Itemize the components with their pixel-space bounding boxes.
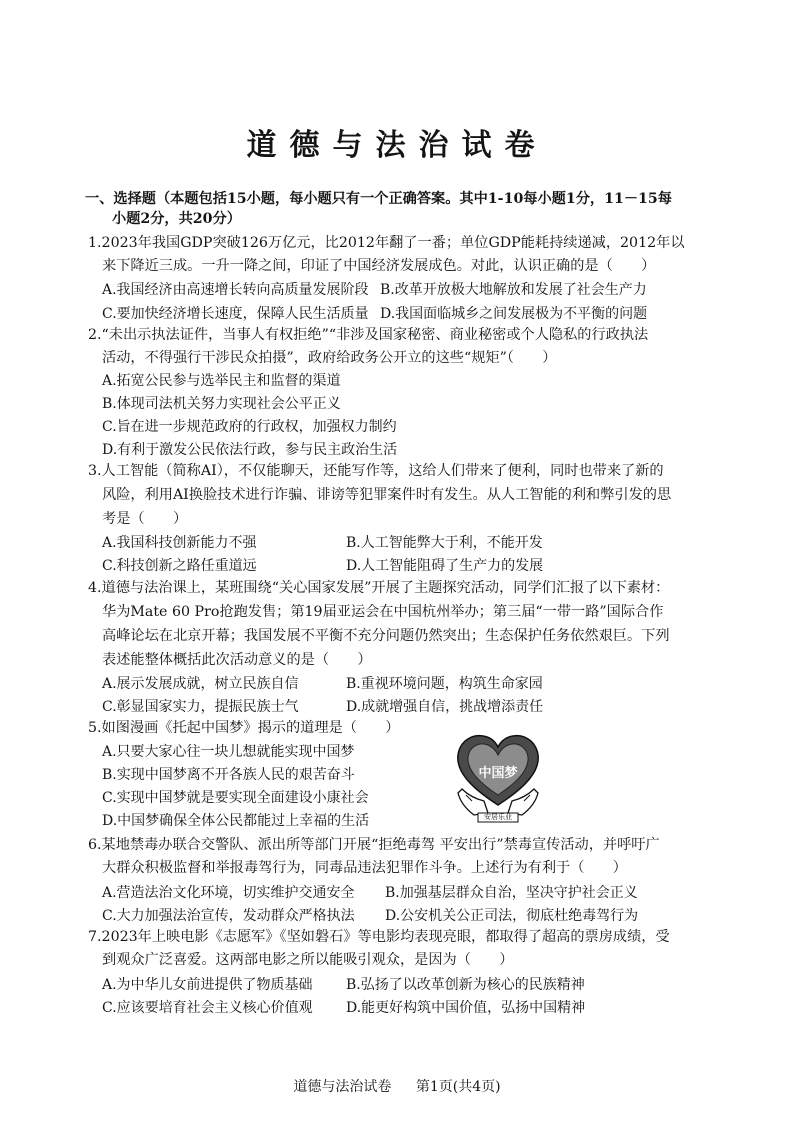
option-b: B.改革开放极大地解放和发展了社会生产力 — [380, 282, 647, 298]
banner-label: 安居乐业 — [484, 813, 512, 821]
question-stem-line: 活动，不得强行干涉民众拍摄”，政府给政务公开立的这些“规矩”（ ） — [102, 350, 557, 366]
option-b: B.实现中国梦离不开各族人民的艰苦奋斗 — [102, 767, 355, 783]
question-stem-line: 6.某地禁毒办联合交警队、派出所等部门开展“拒绝毒驾 平安出行”禁毒宣传活动，并呼吁广 — [88, 837, 660, 853]
option-c: C.要加快经济增长速度，保障人民生活质量 — [102, 306, 369, 322]
section-header-cont: 小题2分，共20分） — [112, 211, 241, 227]
option-b: B.重视环境问题，构筑生命家园 — [346, 676, 543, 692]
option-a: A.我国科技创新能力不强 — [102, 535, 257, 551]
question-stem-line: 7.2023年上映电影《志愿军》《坚如磐石》等电影均表现亮眼，都取得了超高的票房成绩，受 — [88, 929, 670, 945]
option-d: D.有利于激发公民依法行政，参与民主政治生活 — [102, 442, 398, 458]
option-a: A.我国经济由高速增长转向高质量发展阶段 — [102, 282, 369, 298]
page-footer — [0, 1076, 794, 1096]
option-a: A.展示发展成就，树立民族自信 — [102, 676, 299, 692]
question-stem-line: 2.“未出示执法证件，当事人有权拒绝”“非涉及国家秘密、商业秘密或个人隐私的行政执法 — [88, 327, 649, 343]
question-stem-line: 大群众积极监督和举报毒驾行为，同毒品违法犯罪作斗争。上述行为有利于（ ） — [102, 860, 627, 876]
question-stem-line: 1.2023年我国GDP突破126万亿元，比2012年翻了一番；单位GDP能耗持续递减，2012年以 — [88, 235, 685, 251]
option-a: A.只要大家心往一块儿想就能实现中国梦 — [102, 744, 355, 760]
option-c: C.旨在进一步规范政府的行政权，加强权力制约 — [102, 419, 397, 435]
option-c: C.实现中国梦就是要实现全面建设小康社会 — [102, 790, 369, 806]
option-c: C.大力加强法治宣传，发动群众严格执法 — [102, 908, 355, 924]
section-header: 一、选择题（本题包括15小题，每小题只有一个正确答案。其中1-10每小题1分，11－15每 — [85, 191, 672, 207]
question-stem-line: 3.人工智能（简称AI），不仅能聊天，还能写作等，这给人们带来了便利，同时也带来了新的 — [88, 463, 664, 479]
option-b: B.人工智能弊大于利，不能开发 — [346, 535, 543, 551]
question-stem-line: 来下降近三成。一升一降之间，印证了中国经济发展成色。对此，认识正确的是（ ） — [102, 258, 656, 274]
heart-label: 中国梦 — [478, 766, 518, 781]
footer-doc-name: 道德与法治试卷 — [293, 1079, 392, 1095]
cartoon-china-dream — [452, 729, 544, 823]
question-stem-line: 高峰论坛在北京开幕；我国发展不平衡不充分问题仍然突出；生态保护任务依然艰巨。下列 — [102, 628, 670, 644]
option-d: D.成就增强自信，挑战增添责任 — [346, 699, 544, 715]
question-stem-line: 考是（ ） — [102, 511, 188, 527]
question-stem-line: 华为Mate 60 Pro抢跑发售；第19届亚运会在中国杭州举办；第三届“一带一路”国际合作 — [102, 604, 664, 620]
footer-page-info: 第1页(共4页) — [415, 1079, 501, 1095]
option-a: A.为中华儿女前进提供了物质基础 — [102, 977, 313, 993]
option-d: D.中国梦确保全体公民都能过上幸福的生活 — [102, 813, 370, 829]
option-a: A.拓宽公民参与选举民主和监督的渠道 — [102, 373, 341, 389]
question-stem-line: 风险，利用AI换脸技术进行诈骗、诽谤等犯罪案件时有发生。从人工智能的利和弊引发的思 — [102, 487, 672, 503]
option-c: C.科技创新之路任重道远 — [102, 558, 257, 574]
option-b: B.加强基层群众自治，坚决守护社会正义 — [385, 885, 638, 901]
page-title: 道德与法治试卷 — [246, 128, 548, 163]
option-d: D.能更好构筑中国价值，弘扬中国精神 — [346, 1000, 586, 1016]
option-c: C.彰显国家实力，提振民族士气 — [102, 699, 299, 715]
option-d: D.我国面临城乡之间发展极为不平衡的问题 — [380, 306, 648, 322]
question-stem-line: 4.道德与法治课上，某班围绕“关心国家发展”开展了主题探究活动，同学们汇报了以下素材： — [88, 580, 670, 596]
question-stem-line: 到观众广泛喜爱。这两部电影之所以能吸引观众，是因为（ ） — [102, 952, 514, 968]
option-d: D.公安机关公正司法，彻底杜绝毒驾行为 — [385, 908, 639, 924]
option-c: C.应该要培育社会主义核心价值观 — [102, 1000, 313, 1016]
question-stem-line: 表述能整体概括此次活动意义的是（ ） — [102, 652, 372, 668]
option-b: B.体现司法机关努力实现社会公平正义 — [102, 396, 341, 412]
option-b: B.弘扬了以改革创新为核心的民族精神 — [346, 977, 585, 993]
option-a: A.营造法治文化环境，切实维护交通安全 — [102, 885, 355, 901]
option-d: D.人工智能阻碍了生产力的发展 — [346, 558, 544, 574]
question-stem-line: 5.如图漫画《托起中国梦》揭示的道理是（ ） — [88, 720, 400, 736]
